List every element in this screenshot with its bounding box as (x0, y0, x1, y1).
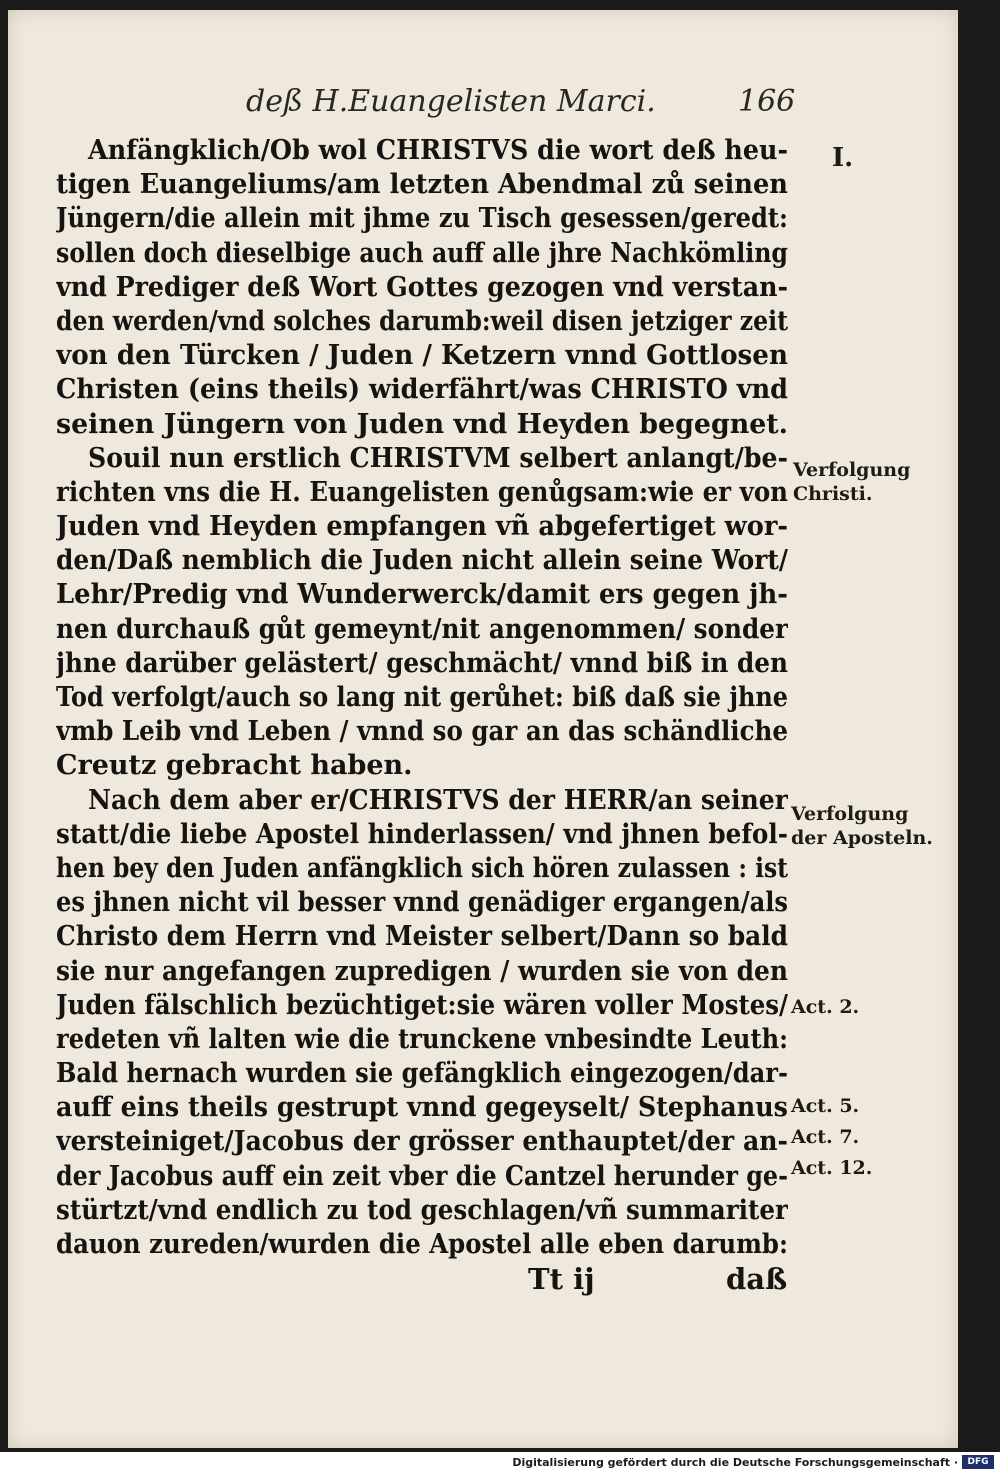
main-text-block (56, 134, 788, 1262)
text-line: versteiniget/Jacobus der grösser enthauptet/der an- (56, 1126, 788, 1158)
catchword: daß (726, 1262, 788, 1296)
text-line: Nach dem aber er/CHRISTVS der HERR/an seiner (88, 784, 788, 816)
text-line: stürtzt/vnd endlich zu tod geschlagen/vñ summariter (56, 1194, 788, 1226)
text-line: Christen (eins theils) widerfährt/was CHRISTO vnd (56, 374, 788, 406)
text-line: Juden fälschlich bezüchtiget:sie wären voller Mostes/ (56, 989, 788, 1021)
text-line: den/Daß nemblich die Juden nicht allein seine Wort/ (56, 545, 788, 577)
margin-ref-act7: Act. 7. (791, 1126, 860, 1148)
margin-ref-act2: Act. 2. (791, 996, 860, 1018)
text-line: Tod verfolgt/auch so lang nit gerůhet: biß daß sie jhne (56, 682, 788, 713)
text-line: statt/die liebe Apostel hinderlassen/ vnd jhnen befol- (56, 818, 788, 850)
text-line: vnd Prediger deß Wort Gottes gezogen vnd verstan- (56, 271, 788, 303)
text-line: nen durchauß gůt gemeynt/nit angenommen/ sonder (56, 613, 788, 645)
text-line: dauon zureden/wurden die Apostel alle eben darumb: (56, 1229, 788, 1260)
text-line: Juden vnd Heyden empfangen vñ abgefertiget wor- (56, 511, 788, 543)
text-line: auff eins theils gestrupt vnnd gegeyselt/ Stephanus (56, 1092, 788, 1124)
page-header (8, 84, 958, 124)
margin-note-persecution-christ (793, 458, 910, 506)
text-line: hen bey den Juden anfängklich sich hören zulassen : ist (56, 852, 788, 884)
text-line: sollen doch dieselbige auch auff alle jhre Nachkömling (56, 237, 788, 269)
text-line: seinen Jüngern von Juden vnd Heyden begegnet. (56, 408, 788, 440)
margin-note-line: der Aposteln. (791, 827, 933, 849)
text-line: tigen Euangeliums/am letzten Abendmal zů seinen (56, 169, 788, 201)
text-line: sie nur angefangen zupredigen / wurden sie von den (56, 955, 788, 987)
signature-mark: Tt ij (528, 1262, 595, 1296)
running-title: deß H.Euangelisten Marci. (246, 84, 656, 119)
text-line: Anfängklich/Ob wol CHRISTVS die wort deß heu- (88, 135, 788, 166)
text-line: Bald hernach wurden sie gefängklich eingezogen/dar- (56, 1058, 788, 1090)
text-line: vmb Leib vnd Leben / vnnd so gar an das schändliche (56, 716, 788, 748)
text-line: Souil nun erstlich CHRISTVM selbert anlangt/be- (88, 442, 788, 474)
margin-note-line: Verfolgung (793, 459, 911, 481)
text-line: den werden/vnd solches darumb:weil disen jetziger zeit (56, 305, 788, 337)
margin-note-line: Verfolgung (791, 803, 909, 825)
text-line: jhne darüber gelästert/ geschmächt/ vnnd biß in den (56, 647, 788, 679)
text-line: es jhnen nicht vil besser vnnd genädiger ergangen/als (56, 887, 788, 919)
text-line: richten vns die H. Euangelisten genůgsam:wie er von (56, 476, 788, 508)
text-line: der Jacobus auff ein zeit vber die Cantzel herunder ge- (56, 1160, 788, 1192)
margin-ref-act5: Act. 5. (791, 1095, 860, 1117)
text-line: Jüngern/die allein mit jhme zu Tisch gesessen/geredt: (56, 203, 788, 235)
text-line: Lehr/Predig vnd Wunderwerck/damit ers gegen jh- (56, 579, 788, 611)
margin-note-persecution-apostles (791, 802, 933, 850)
folio-number: 166 (738, 84, 796, 119)
dfg-logo: DFG (962, 1455, 994, 1469)
text-line: Creutz gebracht haben. (56, 750, 413, 782)
text-line: Christo dem Herrn vnd Meister selbert/Dann so bald (56, 921, 788, 953)
margin-numeral: I. (832, 143, 854, 173)
text-line: von den Türcken / Juden / Ketzern vnnd Gottlosen (56, 340, 788, 372)
margin-ref-act12: Act. 12. (791, 1157, 873, 1179)
text-line: redeten vñ lalten wie die trunckene vnbesindte Leuth: (56, 1023, 788, 1055)
book-page (8, 10, 958, 1448)
margin-note-line: Christi. (793, 483, 873, 505)
funding-credit: Digitalisierung gefördert durch die Deutsche Forschungsgemeinschaft · (512, 1456, 958, 1469)
